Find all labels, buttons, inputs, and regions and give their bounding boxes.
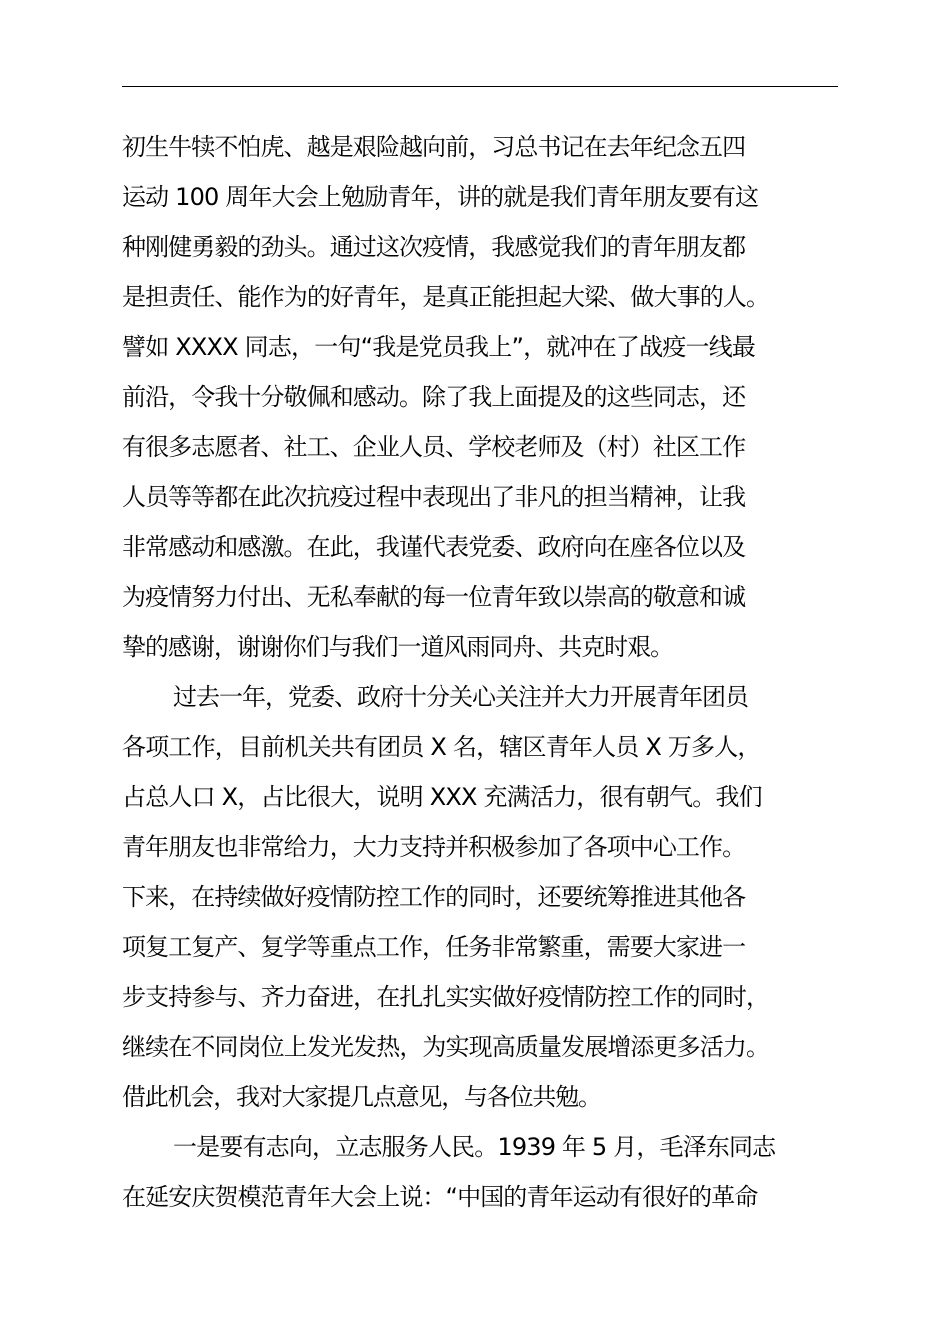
header-rule bbox=[122, 86, 838, 87]
text-line: 继续在不同岗位上发光发热，为实现高质量发展增添更多活力。 bbox=[122, 1033, 770, 1061]
text-line: 青年朋友也非常给力，大力支持并积极参加了各项中心工作。 bbox=[122, 833, 746, 861]
text-line: 步支持参与、齐力奋进，在扎扎实实做好疫情防控工作的同时， bbox=[122, 983, 770, 1011]
text-line: 譬如 XXXX 同志，一句“我是党员我上”，就冲在了战疫一线最 bbox=[122, 333, 756, 361]
text-line: 种刚健勇毅的劲头。通过这次疫情，我感觉我们的青年朋友都 bbox=[122, 233, 746, 261]
text-line: 前沿，令我十分敬佩和感动。除了我上面提及的这些同志，还 bbox=[122, 383, 746, 411]
text-line: 下来，在持续做好疫情防控工作的同时，还要统筹推进其他各 bbox=[122, 883, 746, 911]
text-line: 借此机会，我对大家提几点意见，与各位共勉。 bbox=[122, 1083, 601, 1111]
text-line: 各项工作，目前机关共有团员 X 名，辖区青年人员 X 万多人， bbox=[122, 733, 761, 761]
text-line: 运动 100 周年大会上勉励青年，讲的就是我们青年朋友要有这 bbox=[122, 183, 759, 211]
text-line: 初生牛犊不怕虎、越是艰险越向前，习总书记在去年纪念五四 bbox=[122, 133, 746, 161]
document-body bbox=[122, 122, 862, 1222]
text-line: 是担责任、能作为的好青年，是真正能担起大梁、做大事的人。 bbox=[122, 283, 770, 311]
text-line: 人员等等都在此次抗疫过程中表现出了非凡的担当精神，让我 bbox=[122, 483, 746, 511]
text-line: 挚的感谢，谢谢你们与我们一道风雨同舟、共克时艰。 bbox=[122, 633, 674, 661]
text-line: 有很多志愿者、社工、企业人员、学校老师及（村）社区工作 bbox=[122, 433, 746, 461]
text-line: 非常感动和感激。在此，我谨代表党委、政府向在座各位以及 bbox=[122, 533, 746, 561]
text-line: 在延安庆贺模范青年大会上说：“中国的青年运动有很好的革命 bbox=[122, 1183, 758, 1211]
text-line: 一是要有志向，立志服务人民。1939 年 5 月，毛泽东同志 bbox=[173, 1133, 776, 1161]
text-line: 为疫情努力付出、无私奉献的每一位青年致以崇高的敬意和诚 bbox=[122, 583, 746, 611]
text-line: 占总人口 X，占比很大，说明 XXX 充满活力，很有朝气。我们 bbox=[122, 783, 762, 811]
text-line: 项复工复产、复学等重点工作，任务非常繁重，需要大家进一 bbox=[122, 933, 746, 961]
text-line: 过去一年，党委、政府十分关心关注并大力开展青年团员 bbox=[173, 683, 748, 711]
